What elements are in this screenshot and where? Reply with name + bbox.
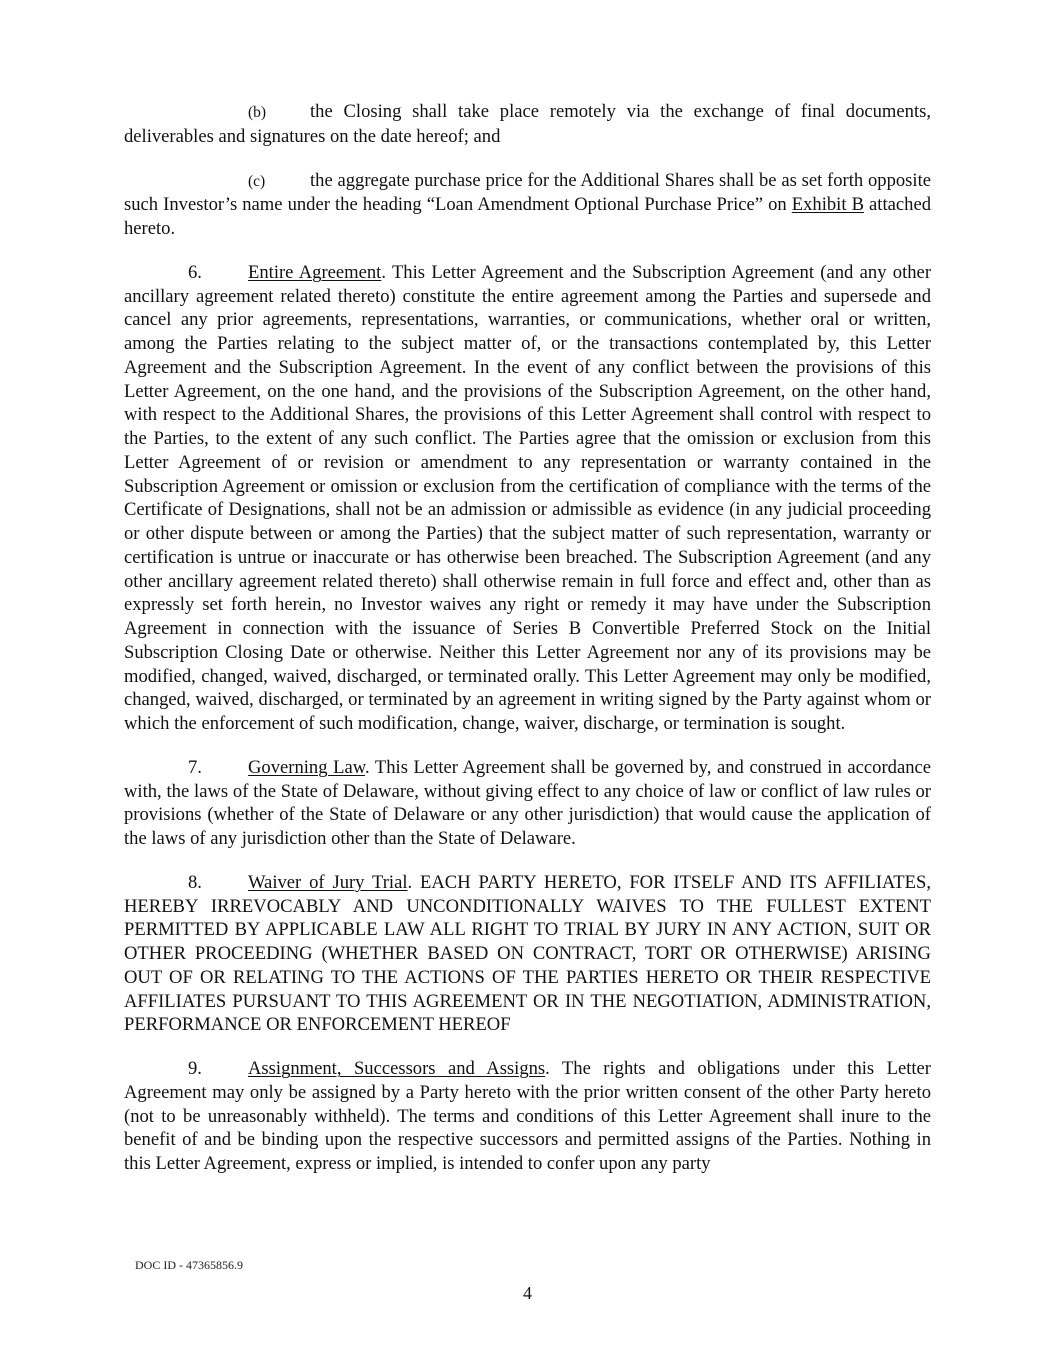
section-9-heading: Assignment, Successors and Assigns (248, 1058, 546, 1079)
document-page (124, 100, 931, 1196)
section-7-text: . This Letter Agreement shall be governed by, and construed in accordance with, the laws of the State of Delaware, without giving effect to any choice of law or conflict of law rules or provisions (whether of the State of Delaware or any other jurisdiction) that would cause the application of the laws of any jurisdiction other than the State of Delaware. (124, 756, 931, 849)
exhibit-b-reference: Exhibit B (791, 194, 864, 216)
section-8-text: . EACH PARTY HERETO, FOR ITSELF AND ITS AFFILIATES, HEREBY IRREVOCABLY AND UNCONDITIONALLY WAIVES TO THE FULLEST EXTENT PERMITTED BY APPLICABLE LAW ALL RIGHT TO TRIAL BY JURY IN ANY ACTION, SUIT OR OTHER PROCEEDING (WHETHER BASED ON CONTRACT, TORT OR OTHERWISE) ARISING OUT OF OR RELATING TO THE ACTIONS OF THE PARTIES HERETO OR THEIR RESPECTIVE AFFILIATES PURSUANT TO THIS AGREEMENT OR IN THE NEGOTIATION, ADMINISTRATION, PERFORMANCE OR ENFORCEMENT HEREOF (124, 871, 931, 1036)
clause-c-text-end: attached hereto. (124, 194, 931, 239)
section-7-number: 7. (188, 756, 202, 778)
section-6-entire-agreement (124, 261, 931, 736)
page-number: 4 (523, 1283, 532, 1303)
clause-b-text: the Closing shall take place remotely via the exchange of final documents, deliverables and signatures on the date hereof; and (124, 101, 931, 147)
section-8-heading: Waiver of Jury Trial (248, 871, 408, 893)
section-8-number: 8. (188, 871, 202, 893)
clause-c-label: (c) (248, 172, 266, 190)
section-9-number: 9. (188, 1058, 202, 1079)
section-9-assignment (124, 1057, 931, 1176)
doc-id-footer: DOC ID - 47365856.9 (135, 1258, 243, 1272)
clause-b-label: (b) (248, 104, 267, 121)
section-7-heading: Governing Law (248, 756, 365, 778)
clause-b (124, 100, 931, 149)
section-9-text: . The rights and obligations under this Letter Agreement may only be assigned by a Party hereto with the prior written consent of the other Party hereto (not to be unreasonably withheld). The terms and conditions of this Letter Agreement shall inure to the benefit of and be binding upon the respective successors and permitted assigns of the Parties. Nothing in this Letter Agreement, express or implied, is intended to confer upon any party (124, 1058, 931, 1174)
clause-c (124, 169, 931, 241)
section-6-number: 6. (188, 261, 202, 283)
section-8-waiver-of-jury-trial (124, 871, 931, 1037)
section-7-governing-law (124, 756, 931, 851)
section-6-text: . This Letter Agreement and the Subscription Agreement (and any other ancillary agreement related thereto) constitute the entire agreement among the Parties and supersede and cancel any prior agreements, representations, warranties, or communications, whether oral or written, among the Parties relating to the subject matter of, or the transactions contemplated by, this Letter Agreement and the Subscription Agreement. In the event of any conflict between the provisions of this Letter Agreement, on the one hand, and the provisions of the Subscription Agreement, on the other hand, with respect to the Additional Shares, the provisions of this Letter Agreement shall control with respect to the Parties, to the extent of any such conflict. The Parties agree that the omission or exclusion from this Letter Agreement of or revision or amendment to any representation or warranty contained in the Subscription Agreement or omission or exclusion from the certification of compliance with the terms of the Certificate of Designations, shall not be an admission or admissible as evidence (in any judicial proceeding or other dispute between or among the Parties) that the subject matter of such representation, warranty or certification is untrue or inaccurate or has otherwise been breached. The Subscription Agreement (and any other ancillary agreement related thereto) shall otherwise remain in full force and effect and, other than as expressly set forth herein, no Investor waives any right or remedy it may have under the Subscription Agreement in connection with the issuance of Series B Convertible Preferred Stock on the Initial Subscription Closing Date or otherwise. Neither this Letter Agreement nor any of its provisions may be modified, changed, waived, discharged, or terminated orally. This Letter Agreement may only be modified, changed, waived, discharged, or terminated by an agreement in writing signed by the Party against whom or which the enforcement of such modification, change, waiver, discharge, or termination is sought. (124, 261, 932, 734)
clause-c-text: the aggregate purchase price for the Additional Shares shall be as set forth opposite such Investor’s name under the heading “Loan Amendment Optional Purchase Price” on (124, 169, 931, 216)
section-6-heading: Entire Agreement (248, 261, 382, 283)
